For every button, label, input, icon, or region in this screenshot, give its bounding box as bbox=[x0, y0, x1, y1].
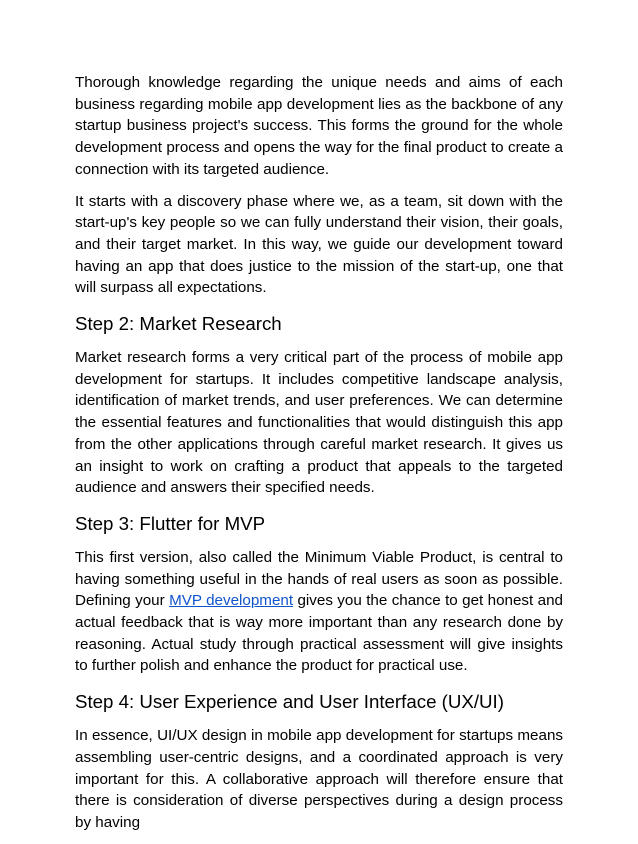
step2-body: Market research forms a very critical part of the process of mobile app development for startups. It includes competitive landscape analysis, identification of market trends, and user preferences. We can determine the essential features and functionalities that would distinguish this app from the other applications through careful market research. It gives us an insight to work on crafting a product that appeals to the targeted audience and answers their specified needs. bbox=[75, 349, 563, 497]
step3-body-after-link: gives you the chance to get honest and actual feedback that is way more important than any research done by reasoning. Actual study through practical assessment will give insights to further polish and enhance the product for practical use. bbox=[75, 592, 563, 675]
step4-body: In essence, UI/UX design in mobile app development for startups means assembling user-centric designs, and a coordinated approach is very important for this. A collaborative approach will therefore ensure that there is consideration of diverse perspectives during a design process by having bbox=[75, 727, 563, 831]
step3-body bbox=[75, 547, 563, 677]
step3-heading: Step 3: Flutter for MVP bbox=[75, 512, 266, 534]
step4-heading: Step 4: User Experience and User Interface (UX/UI) bbox=[75, 691, 504, 713]
intro-paragraph-2: It starts with a discovery phase where we, as a team, sit down with the start-up's key people so we can fully understand their vision, their goals, and their target market. In this way, we guide our development toward having an app that does justice to the mission of the start-up, one that will surpass all expectations. bbox=[75, 192, 563, 297]
step3-body-before-link: This first version, also called the Minimum Viable Product, is central to having something useful in the hands of real users as soon as possible. Defining your bbox=[75, 548, 563, 610]
step2-heading: Step 2: Market Research bbox=[75, 313, 282, 335]
intro-paragraph-1: Thorough knowledge regarding the unique needs and aims of each business regarding mobile app development lies as the backbone of any startup business project's success. This forms the ground for the whole development process and opens the way for the final product to create a connection with its targeted audience. bbox=[75, 74, 563, 178]
mvp-development-link[interactable]: MVP development bbox=[169, 592, 294, 610]
document-page bbox=[75, 72, 563, 844]
